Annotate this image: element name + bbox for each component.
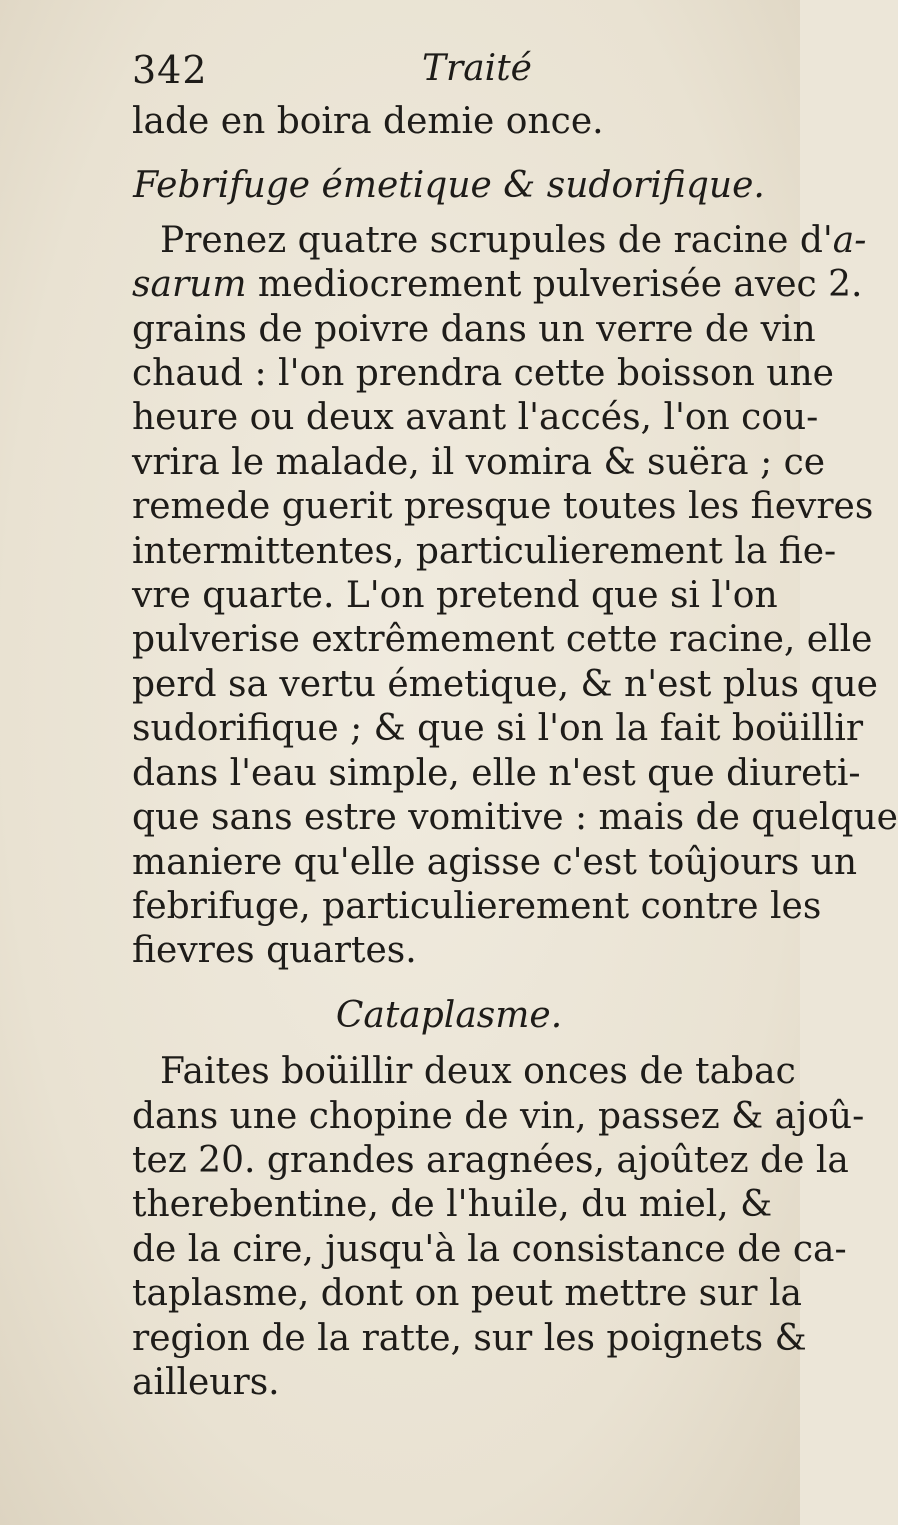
page-header xyxy=(132,48,772,98)
section-heading-febrifuge: Febrifuge émetique & sudorifique. xyxy=(133,165,765,207)
text-line: vrira le malade, il vomira & suëra ; ce xyxy=(132,441,826,483)
text-line: tez 20. grandes aragnées, ajoûtez de la xyxy=(132,1139,849,1181)
text-line: pulverise extrêmement cette racine, elle xyxy=(132,619,873,661)
text-line xyxy=(132,219,867,263)
text-line xyxy=(132,263,863,307)
text-line: taplasme, dont on peut mettre sur la xyxy=(132,1273,802,1315)
text-line: ailleurs. xyxy=(132,1361,280,1403)
page-number: 342 xyxy=(132,48,208,92)
text-line: dans l'eau simple, elle n'est que diureti- xyxy=(132,752,861,794)
text-run: Prenez quatre scrupules de racine d' xyxy=(160,219,833,261)
body-text xyxy=(132,100,898,1405)
text-line: Faites boüillir deux onces de tabac xyxy=(160,1051,796,1093)
italic-run: a- xyxy=(832,219,867,261)
italic-run: sarum xyxy=(132,264,247,306)
text-line: maniere qu'elle agisse c'est toûjours un xyxy=(132,841,858,883)
section-heading-cataplasme: Cataplasme. xyxy=(335,994,563,1036)
text-line: sudorifique ; & que si l'on la fait boüillir xyxy=(132,708,864,750)
text-line: perd sa vertu émetique, & n'est plus que xyxy=(132,663,878,705)
text-line: que sans estre vomitive : mais de quelque xyxy=(132,797,898,839)
text-line: region de la ratte, sur les poignets & xyxy=(132,1317,807,1359)
text-line: febrifuge, particulierement contre les xyxy=(132,885,822,927)
paragraph-cataplasme xyxy=(132,1050,865,1405)
text-line: intermittentes, particulierement la fie- xyxy=(132,530,837,572)
running-title: Traité xyxy=(422,48,532,89)
text-run: mediocrement pulverisée avec 2. xyxy=(246,264,863,306)
text-line: dans une chopine de vin, passez & ajoû- xyxy=(132,1095,865,1137)
text-line: de la cire, jusqu'à la consistance de ca- xyxy=(132,1228,847,1270)
text-line: remede guerit presque toutes les fievres xyxy=(132,486,874,528)
text-line: vre quarte. L'on pretend que si l'on xyxy=(132,575,778,617)
text-line: fievres quartes. xyxy=(132,930,417,972)
text-line: therebentine, de l'huile, du miel, & xyxy=(132,1184,773,1226)
paragraph-febrifuge xyxy=(132,219,898,974)
text-line: heure ou deux avant l'accés, l'on cou- xyxy=(132,397,819,439)
carryover-line: lade en boira demie once. xyxy=(132,101,604,142)
text-line: chaud : l'on prendra cette boisson une xyxy=(132,353,834,395)
text-line: grains de poivre dans un verre de vin xyxy=(132,308,816,350)
